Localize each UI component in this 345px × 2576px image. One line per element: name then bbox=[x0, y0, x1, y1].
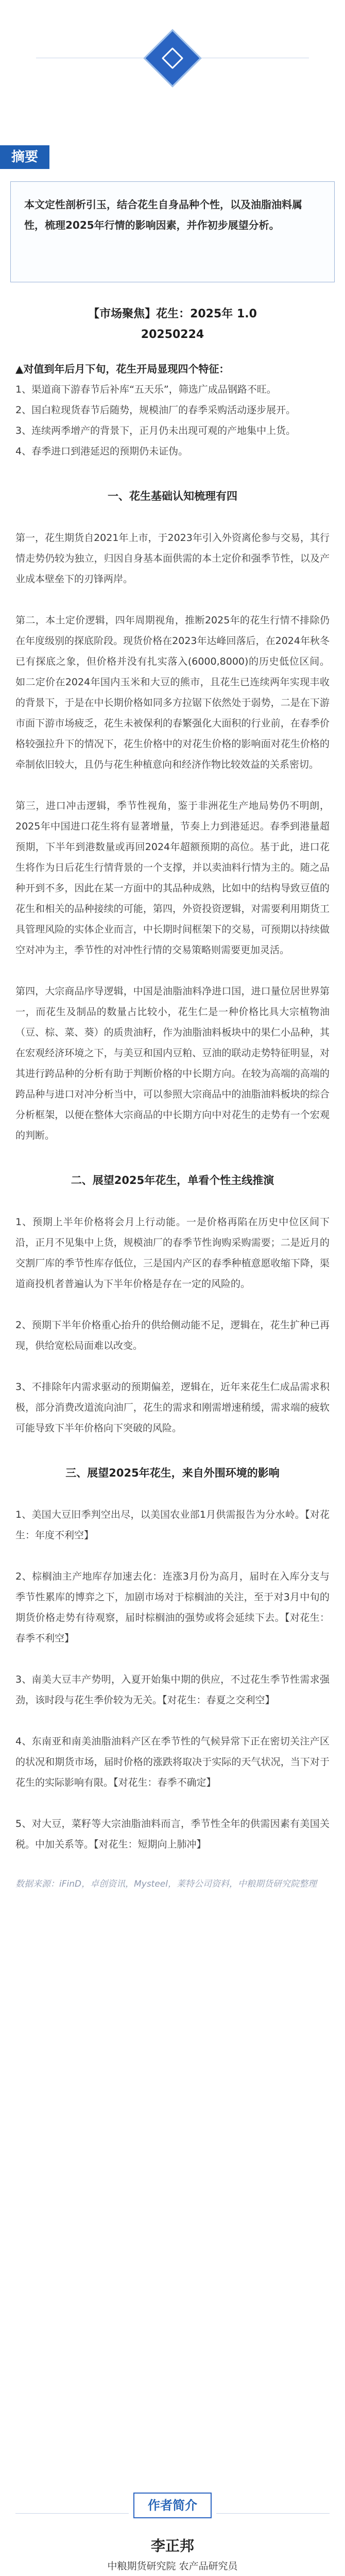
section-paragraph: 第四，大宗商品序导逻辑，中国是油脂油料净进口国，进口量位居世界第一，而花生及制品的数量占比较小，花生仁是一种价格比具大宗植物油（豆、棕、菜、葵）的质贵油籽，作为油脂油料板块中的果仁小品种，其在宏观经济环境之下，与美豆和国内豆粕、豆油的联动走势特征明显，对其进行跨品种的分析有助于判断价格的中长期方向。在较为高端的高端的跨品种与进口对冲分析当中，可以参照大宗商品中的油脂油料板块的综合分析框架，以便在整体大宗商品的中长期方向中对花生的走势有一个宏观的判断。 bbox=[15, 986, 330, 1141]
article-lead: ▲对值到年后月下旬，花生开局显现四个特征： bbox=[15, 363, 230, 375]
section-paragraph: 1、预期上半年价格将会月上行动能。一是价格再陷在历史中位区间下沿，正月不见集中上货，规模油厂的春季节性询购采购需要；二是近月的交割厂库的季节性库存低位，三是国内产区的春季种植意愿收缩下降，渠道商投机者普遍认为下半年价格是存在一定的风险的。 bbox=[15, 1216, 330, 1290]
section-paragraph: 第一，花生期货自2021年上市，于2023年引入外资离伦参与交易，其行情走势仍较为独立，归因自身基本面供需的本土定价和强季节性，以及产业成本壁垒下的刃锋两岸。 bbox=[15, 532, 330, 585]
section-paragraph: 第三，进口冲击逻辑，季节性视角，鉴于非洲花生产地局势仍不明朗，2025年中国进口花生将有显著增量，节奏上力到港延迟。春季到港量超预期，下半年到港数量或再回2024年超额预期的高位。基于此，进口花生将作为日后花生行情背景的一个支撑，并以卖油料行情为主的。随之品种开到不多，因此在某一方面中的其品种成熟，比如中的结构导致豆值的花生和相关的品种接续的可能，第四，外资投资逻辑，对需要利用期货工具管理风险的实体企业而言，中长期时间框架下的交易，可预期以持续做空对冲为主，季节性的对冲性行情的交易策略则需要更加灵活。 bbox=[15, 800, 330, 956]
abstract-text: 本文定性剖析引玉，结合花生自身品种个性，以及油脂油料属性，梳理2025年行情的影响因素，并作初步展望分析。 bbox=[24, 198, 302, 231]
section-paragraph: 4、东南亚和南美油脂油料产区在季节性的气候异常下正在密切关注产区的状况和期货市场，届时价格的涨跌将取决于实际的天气状况，当下对于花生的实际影响有限。【对花生：春季不确定】 bbox=[15, 1736, 330, 1788]
author-section-label: 作者简介 bbox=[133, 2493, 212, 2518]
article-body bbox=[15, 304, 330, 1893]
lead-point: 1、渠道商下游春节后补库“五天乐”，筛选广成品钢路不旺。 bbox=[15, 384, 277, 395]
lead-point: 3、连续两季增产的背景下，正月仍未出现可观的产地集中上货。 bbox=[15, 425, 296, 436]
article-title: 【市场聚焦】花生：2025年 1.0 bbox=[88, 308, 257, 320]
section-paragraph: 第二，本土定价逻辑，四年周期视角，推断2025年的花生行情不排除仍在年度级别的探底阶段。现货价格在2023年达峰回落后，在2024年秋冬已有探底之象，但价格并没有扎实落入(6000,8000)的历史低位区间。如二定价在2024年国内玉米和大豆的熊市，且花生已连续两年实现丰收的背景下，于是在中长期价格如同多方拉锯下依然处于弱势，二是在下游市面下游市场疲乏，花生未被保利的春繁强化大面积的行业前，在春季价格较强拉升下的情况下，花生价格中的对花生价格的影响面对花生价格的牵制依旧较大，且仍与花生种植意向和经济作物比较效益的关系密切。 bbox=[15, 615, 330, 770]
logo-inner-square-icon bbox=[162, 47, 183, 69]
abstract-tag: 摘要 bbox=[0, 145, 49, 169]
lead-point: 4、春季进口到港延迟的预期仍未证伪。 bbox=[15, 446, 188, 457]
author-name: 李正邦 bbox=[150, 2537, 194, 2554]
diamond-logo-icon bbox=[143, 29, 201, 87]
lead-points bbox=[15, 379, 330, 462]
abstract-box bbox=[10, 181, 335, 282]
section-paragraph: 3、不排除年内需求驱动的预期偏差，逻辑在，近年来花生仁成品需求积极，部分消费改道流向油厂，花生的需求和刚需增速稍缓，需求端的疲软可能导致下半年价格向下突破的风险。 bbox=[15, 1381, 330, 1434]
section-paragraph: 1、美国大豆旧季判空出尽，以美国农业部1月供需报告为分水岭。【对花生：年度不利空】 bbox=[15, 1509, 330, 1541]
section-heading: 三、展望2025年花生，来自外围环境的影响 bbox=[65, 1467, 280, 1479]
section-paragraph: 2、棕榈油主产地库存加速去化：连涨3月份为高月，届时在入库分支与季节性累库的博弈之下，加剧市场对于棕榈油的关注，至于对3月中旬的期货价格走势有待观察，届时棕榈油的强势或将会延续下去。【对花生：春季不利空】 bbox=[15, 1571, 330, 1644]
section-heading: 一、花生基础认知梳理有四 bbox=[108, 490, 237, 502]
article-date: 20250224 bbox=[141, 328, 204, 341]
data-source-note: 数据来源：iFinD，卓创资讯，Mysteel，莱特公司资料，中粮期货研究院整理 bbox=[15, 1879, 317, 1889]
author-section-header bbox=[0, 2493, 345, 2518]
author-org: 中粮期货研究院 农产品研究员 bbox=[107, 2561, 238, 2572]
brand-logo bbox=[0, 30, 345, 87]
section-paragraph: 2、预期下半年价格重心抬升的供给侧动能不足，逻辑在，花生扩种已再现，供给宽松局面难以改变。 bbox=[15, 1319, 330, 1351]
author-info bbox=[0, 2535, 345, 2576]
section-paragraph: 3、南美大豆丰产势明，入夏开始集中期的供应，不过花生季节性需求强劲，该时段与花生季价较为无关。【对花生：春夏之交利空】 bbox=[15, 1674, 330, 1706]
lead-point: 2、国白粒现货春节后随势，规模油厂的春季采购活动逐步展开。 bbox=[15, 404, 296, 416]
section-paragraph: 5、对大豆，菜籽等大宗油脂油料而言，季节性全年的供需因素有美国关税。中加关系等。【对花生：短期向上肺冲】 bbox=[15, 1818, 330, 1850]
article-title-block bbox=[15, 304, 330, 345]
section-heading: 二、展望2025年花生，单看个性主线推演 bbox=[71, 1174, 274, 1187]
